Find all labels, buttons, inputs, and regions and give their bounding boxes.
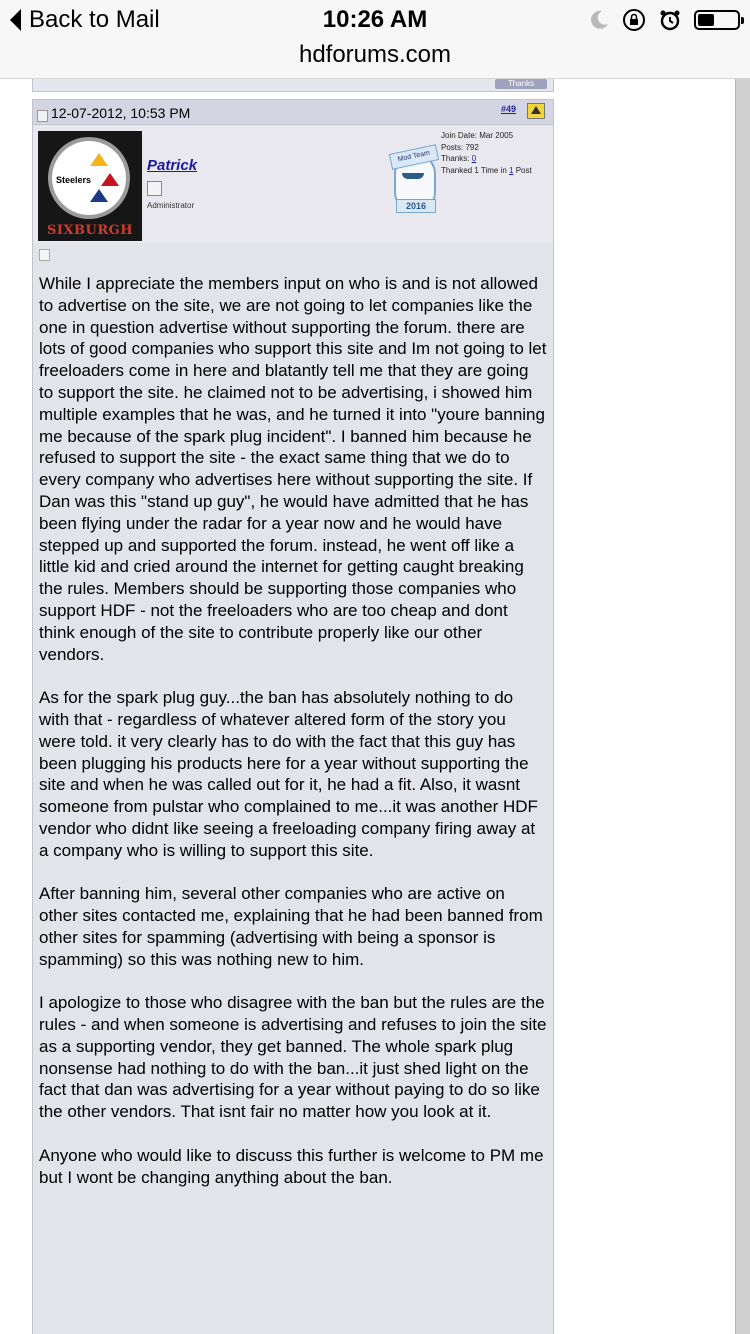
badge-year: 2016 [396, 199, 436, 213]
paragraph: Anyone who would like to discuss this further is welcome to PM me but I wont be changing anything about the ban. [39, 1145, 544, 1187]
paragraph: While I appreciate the members input on who is and is not allowed to advertise on the site, we are not going to let companies like the one in question advertise without supporting the forum. there are lots of good companies who support this site and Im not going to let freeloaders come in here and blatantly tell me that they are going to support the site. he claimed not to be advertising, i showed him multiple examples that he was, and he turned it into "youre banning me because of the spark plug incident". I banned him because he refused to support the site - the exact same thing that we do to every company who advertises here without supporting the site. If Dan was this "stand up guy", he would have admitted that he has been flying under the radar for a year now and he would have stepped up and supported the forum. instead, he went off like a little kid and cried around the internet for getting caught breaking the rules. Members should be supporting those companies who support HDF - not the freeloaders who are too cheap and dont think enough of the site to contribute properly like our other vendors. [39, 274, 547, 664]
alarm-icon [658, 8, 682, 32]
paragraph: I apologize to those who disagree with the ban but the rules are the rules - and when someone is advertising and refuses to join the site as a supporting vendor, they get banned. The whole spark plug nonsense had nothing to do with the ban...it just shed light on the fact that dan was advertising for a year without paying to do so like the other vendors. That isnt fair no matter how you look at it. [39, 993, 547, 1122]
post-number-link[interactable]: #49 [501, 104, 517, 114]
back-label: Back to Mail [29, 6, 160, 33]
status-time: 10:26 AM [322, 6, 428, 33]
status-icons [588, 8, 740, 32]
forum-page [0, 79, 750, 1334]
thanks-given: Thanks: 0 [441, 154, 477, 163]
post-icon [37, 110, 48, 122]
rotation-lock-icon [622, 8, 646, 32]
username-link[interactable]: Patrick [147, 157, 198, 174]
badge-boat [402, 173, 424, 179]
post-message [39, 273, 547, 1210]
url-bar[interactable]: hdforums.com [298, 41, 452, 68]
browser-top-bar [0, 0, 750, 79]
user-status-icon [147, 181, 162, 196]
thanks-given-link[interactable]: 0 [471, 154, 477, 163]
message-icon [39, 249, 50, 261]
join-date: Join Date: Mar 2005 [441, 131, 514, 140]
forum-post [32, 99, 554, 1334]
paragraph: After banning him, several other companies who are active on other sites contacted me, explaining that he had been banned from other sites for spamming (advertising with being a sponsor is spamming) so this was nothing new to him. [39, 884, 543, 969]
user-title: Administrator [147, 201, 195, 210]
thanked-count: Thanked 1 Time in 1 Post [441, 165, 532, 175]
page-scrollbar[interactable] [735, 79, 750, 1334]
post-header [33, 100, 553, 125]
avatar-text: Steelers [56, 175, 92, 185]
thanks-button[interactable]: Thanks [495, 79, 547, 89]
paragraph: As for the spark plug guy...the ban has absolutely nothing to do with that - regardless of whatever altered form of the story you were told. it very clearly has to do with the fact that this guy has been plugging his products here for a year without supporting the site and when he was called out for it, he had a fit. Also, it wasnt someone from pulstar who complained to me...it was another HDF vendor who didnt like seeing a freeloading company firing away at a company who is willing to support this site. [39, 688, 538, 860]
post-date: 12-07-2012, 10:53 PM [51, 105, 191, 121]
hypocycloid-yellow [90, 153, 108, 166]
hypocycloid-blue [90, 189, 108, 202]
mod-team-badge-icon [390, 145, 440, 217]
battery-icon [694, 10, 740, 30]
previous-post-footer [32, 79, 554, 92]
avatar[interactable] [38, 131, 142, 241]
post-count: Posts: 792 [441, 142, 479, 152]
user-info [33, 125, 553, 243]
user-stats [441, 130, 532, 176]
avatar-caption: SIXBURGH [46, 223, 134, 238]
badge-band: Mod Team [389, 144, 439, 170]
go-to-top-icon[interactable] [527, 103, 545, 119]
hypocycloid-red [101, 173, 119, 186]
thanked-link[interactable]: 1 [509, 165, 514, 175]
moon-icon [588, 9, 610, 31]
